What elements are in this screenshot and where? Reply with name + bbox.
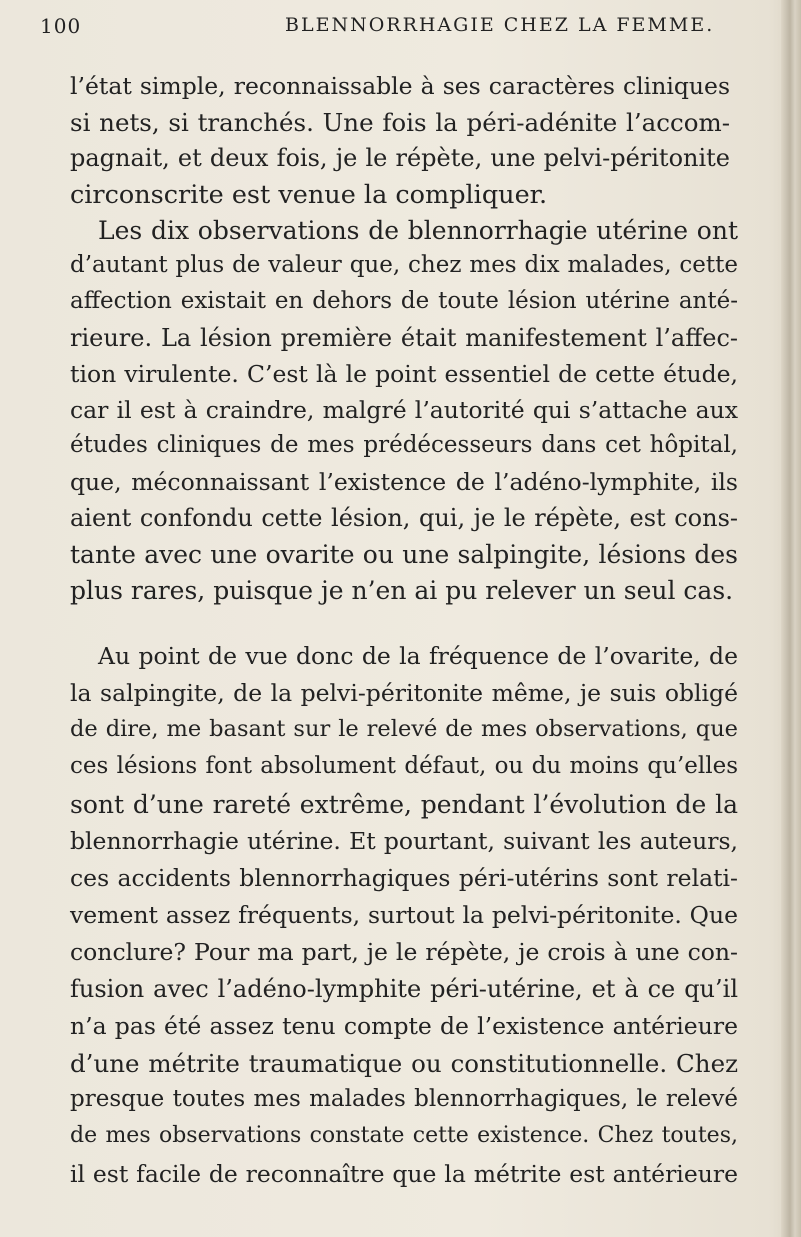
page-header (40, 14, 740, 44)
page-edge-shadow (781, 0, 801, 1237)
text-line: d’une métrite traumatique ou constitutionnelle. Chez (70, 1049, 738, 1078)
text-line: blennorrhagie utérine. Et pourtant, suivant les auteurs, (70, 827, 738, 855)
text-line: vement assez fréquents, surtout la pelvi-péritonite. Que (70, 901, 738, 929)
text-line: plus rares, puisque je n’en ai pu relever un seul cas. (70, 576, 734, 605)
text-line: la salpingite, de la pelvi-péritonite même, je suis obligé (70, 679, 738, 707)
text-line: tante avec une ovarite ou une salpingite, lésions des (70, 540, 738, 569)
text-line: rieure. La lésion première était manifestement l’affec- (70, 324, 738, 352)
text-line: il est facile de reconnaître que la métrite est antérieure (70, 1160, 738, 1188)
text-line: conclure? Pour ma part, je le répète, je crois à une con- (70, 938, 738, 966)
page-number: 100 (40, 14, 82, 38)
text-line: tion virulente. C’est là le point essentiel de cette étude, (70, 360, 738, 388)
text-line: car il est à craindre, malgré l’autorité qui s’attache aux (70, 396, 738, 424)
text-line: d’autant plus de valeur que, chez mes dix malades, cette (70, 252, 738, 278)
text-line: l’état simple, reconnaissable à ses caractères cliniques (70, 72, 730, 100)
text-line: pagnait, et deux fois, je le répète, une pelvi-péritonite (70, 144, 730, 172)
running-title: BLENNORRHAGIE CHEZ LA FEMME. (285, 14, 715, 36)
text-line: n’a pas été assez tenu compte de l’existence antérieure (70, 1012, 738, 1040)
text-line: Les dix observations de blennorrhagie utérine ont (98, 216, 738, 245)
text-line: de mes observations constate cette existence. Chez toutes, (70, 1123, 738, 1148)
text-line: presque toutes mes malades blennorrhagiques, le relevé (70, 1086, 738, 1112)
text-line: sont d’une rareté extrême, pendant l’évolution de la (70, 790, 738, 819)
text-line: que, méconnaissant l’existence de l’adéno-lymphite, ils (70, 468, 738, 496)
text-line: circonscrite est venue la compliquer. (70, 180, 548, 210)
text-line: Au point de vue donc de la fréquence de l’ovarite, de (98, 642, 738, 670)
text-line: ces accidents blennorrhagiques péri-utérins sont relati- (70, 864, 738, 892)
text-line: aient confondu cette lésion, qui, je le répète, est cons- (70, 504, 738, 532)
text-line: ces lésions font absolument défaut, ou du moins qu’elles (70, 753, 738, 779)
text-line: si nets, si tranchés. Une fois la péri-adénite l’accom- (70, 108, 730, 137)
text-line: affection existait en dehors de toute lésion utérine anté- (70, 288, 738, 314)
text-line: fusion avec l’adéno-lymphite péri-utérine, et à ce qu’il (70, 975, 738, 1003)
text-line: de dire, me basant sur le relevé de mes observations, que (70, 716, 738, 742)
text-line: études cliniques de mes prédécesseurs dans cet hôpital, (70, 432, 738, 458)
